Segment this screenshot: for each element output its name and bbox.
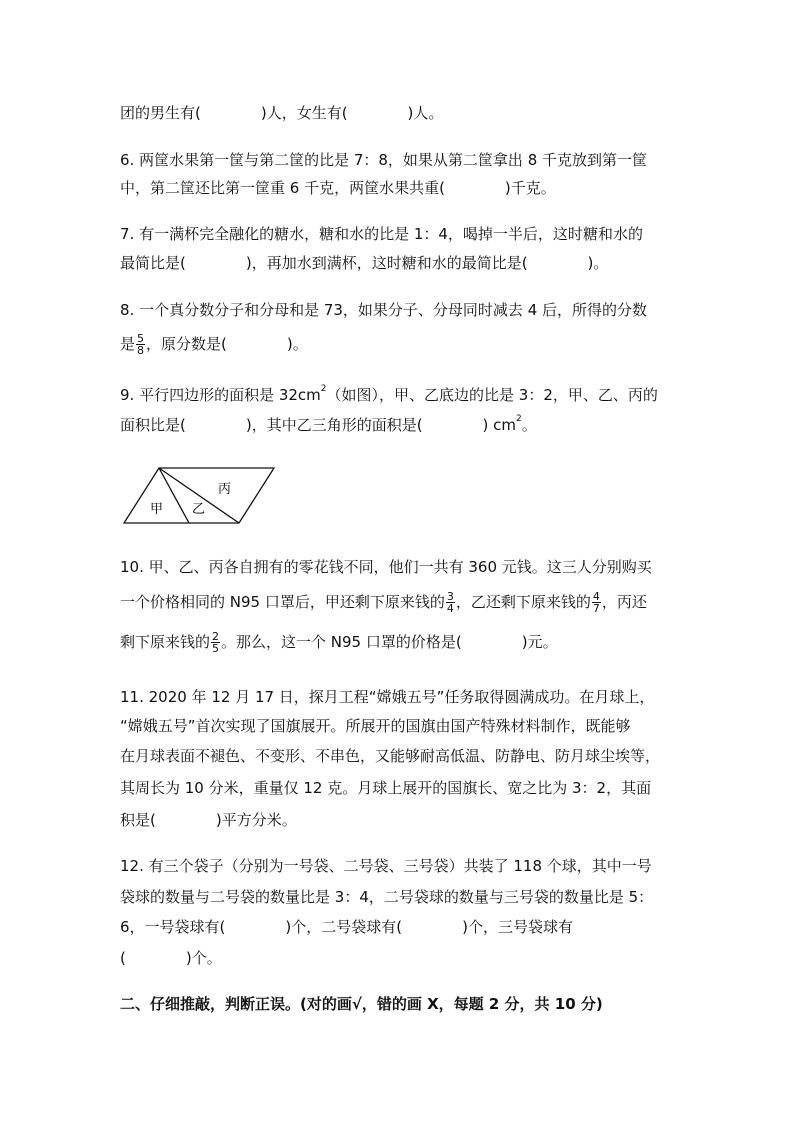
superscript: 2: [320, 384, 327, 394]
section-2-heading: 二、仔细推敲，判断正误。(对的画√，错的画 X，每题 2 分，共 10 分): [120, 995, 603, 1013]
fraction-numerator: 4: [592, 590, 600, 603]
q7-line-2: 最简比是( )，再加水到满杯，这时糖和水的最简比是( )。: [120, 254, 609, 272]
q9-line-1: [120, 385, 658, 405]
fraction-denominator: 4: [446, 602, 454, 615]
q10-line-3: [120, 631, 558, 654]
q8-line-2: [120, 333, 308, 356]
q12-line-2: 袋球的数量与二号袋的数量比是 3：4，二号袋球的数量与三号袋的数量比是 5：: [120, 888, 654, 906]
q9-line-2-post: 。: [521, 416, 537, 434]
q6-line-2: 中，第二筐还比第一筐重 6 千克，两筐水果共重( )千克。: [120, 179, 556, 197]
fraction-two-fifths: [211, 631, 220, 654]
q8-line-2-pre: 是: [120, 335, 136, 353]
fraction-five-eighths: [136, 333, 145, 356]
fraction-denominator: 7: [592, 602, 600, 615]
q9-line-1-pre: 9. 平行四边形的面积是 32cm: [120, 386, 321, 404]
superscript: 2: [516, 414, 522, 424]
q9-line-2-pre: 面积比是( )，其中乙三角形的面积是( ) cm: [120, 416, 517, 434]
parallelogram-figure: [120, 462, 280, 528]
fraction-numerator: 2: [212, 630, 220, 643]
triangle-divider-1: [159, 468, 189, 523]
q10-line-3-a: 剩下原来钱的: [120, 633, 211, 651]
fraction-three-quarters: [446, 591, 455, 614]
q6-line-1: 6. 两筐水果第一筐与第二筐的比是 7：8，如果从第二筐拿出 8 千克放到第一筐: [120, 151, 648, 169]
label-bing: 丙: [218, 482, 232, 497]
q9-line-1-post: （如图），甲、乙底边的比是 3：2，甲、乙、丙的: [326, 386, 658, 404]
q5-continuation: 团的男生有( )人，女生有( )人。: [120, 104, 444, 122]
q10-line-1: 10. 甲、乙、丙各自拥有的零花钱不同，他们一共有 360 元钱。这三人分别购买: [120, 558, 652, 576]
q12-line-3: 6，一号袋球有( )个，二号袋球有( )个，三号袋球有: [120, 918, 573, 936]
q11-line-2: “嫦娥五号”首次实现了国旗展开。所展开的国旗由国产特殊材料制作，既能够: [120, 717, 631, 735]
q9-line-2: [120, 415, 537, 435]
q10-line-2-b: ，乙还剩下原来钱的: [455, 593, 591, 611]
fraction-numerator: 3: [446, 590, 454, 603]
fraction-denominator: 8: [137, 344, 145, 357]
label-yi: 乙: [192, 502, 206, 517]
fraction-denominator: 5: [212, 642, 220, 655]
q10-line-3-b: 。那么，这一个 N95 口罩的价格是( )元。: [221, 633, 558, 651]
q10-line-2-c: ，丙还: [601, 593, 647, 611]
q8-line-1: 8. 一个真分数分子和分母和是 73，如果分子、分母同时减去 4 后，所得的分数: [120, 301, 648, 319]
q11-line-5: 积是( )平方分米。: [120, 811, 297, 829]
q11-line-1: 11. 2020 年 12 月 17 日，探月工程“嫦娥五号”任务取得圆满成功。在月球上，: [120, 688, 655, 706]
fraction-numerator: 5: [137, 332, 145, 345]
q8-line-2-post: ，原分数是( )。: [146, 335, 308, 353]
q10-line-2-a: 一个价格相同的 N95 口罩后，甲还剩下原来钱的: [120, 593, 445, 611]
q10-line-2: [120, 591, 647, 614]
q7-line-1: 7. 有一满杯完全融化的糖水，糖和水的比是 1：4，喝掉一半后，这时糖和水的: [120, 225, 643, 243]
q12-line-1: 12. 有三个袋子（分别为一号袋、二号袋、三号袋）共装了 118 个球，其中一号: [120, 857, 652, 875]
label-jia: 甲: [150, 502, 164, 517]
q11-line-3: 在月球表面不褪色、不变形、不串色，又能够耐高低温、防静电、防月球尘埃等，: [120, 747, 661, 765]
q11-line-4: 其周长为 10 分米，重量仅 12 克。月球上展开的国旗长、宽之比为 3：2，其面: [120, 779, 652, 797]
fraction-four-sevenths: [592, 591, 601, 614]
q12-line-4: ( )个。: [120, 949, 222, 967]
